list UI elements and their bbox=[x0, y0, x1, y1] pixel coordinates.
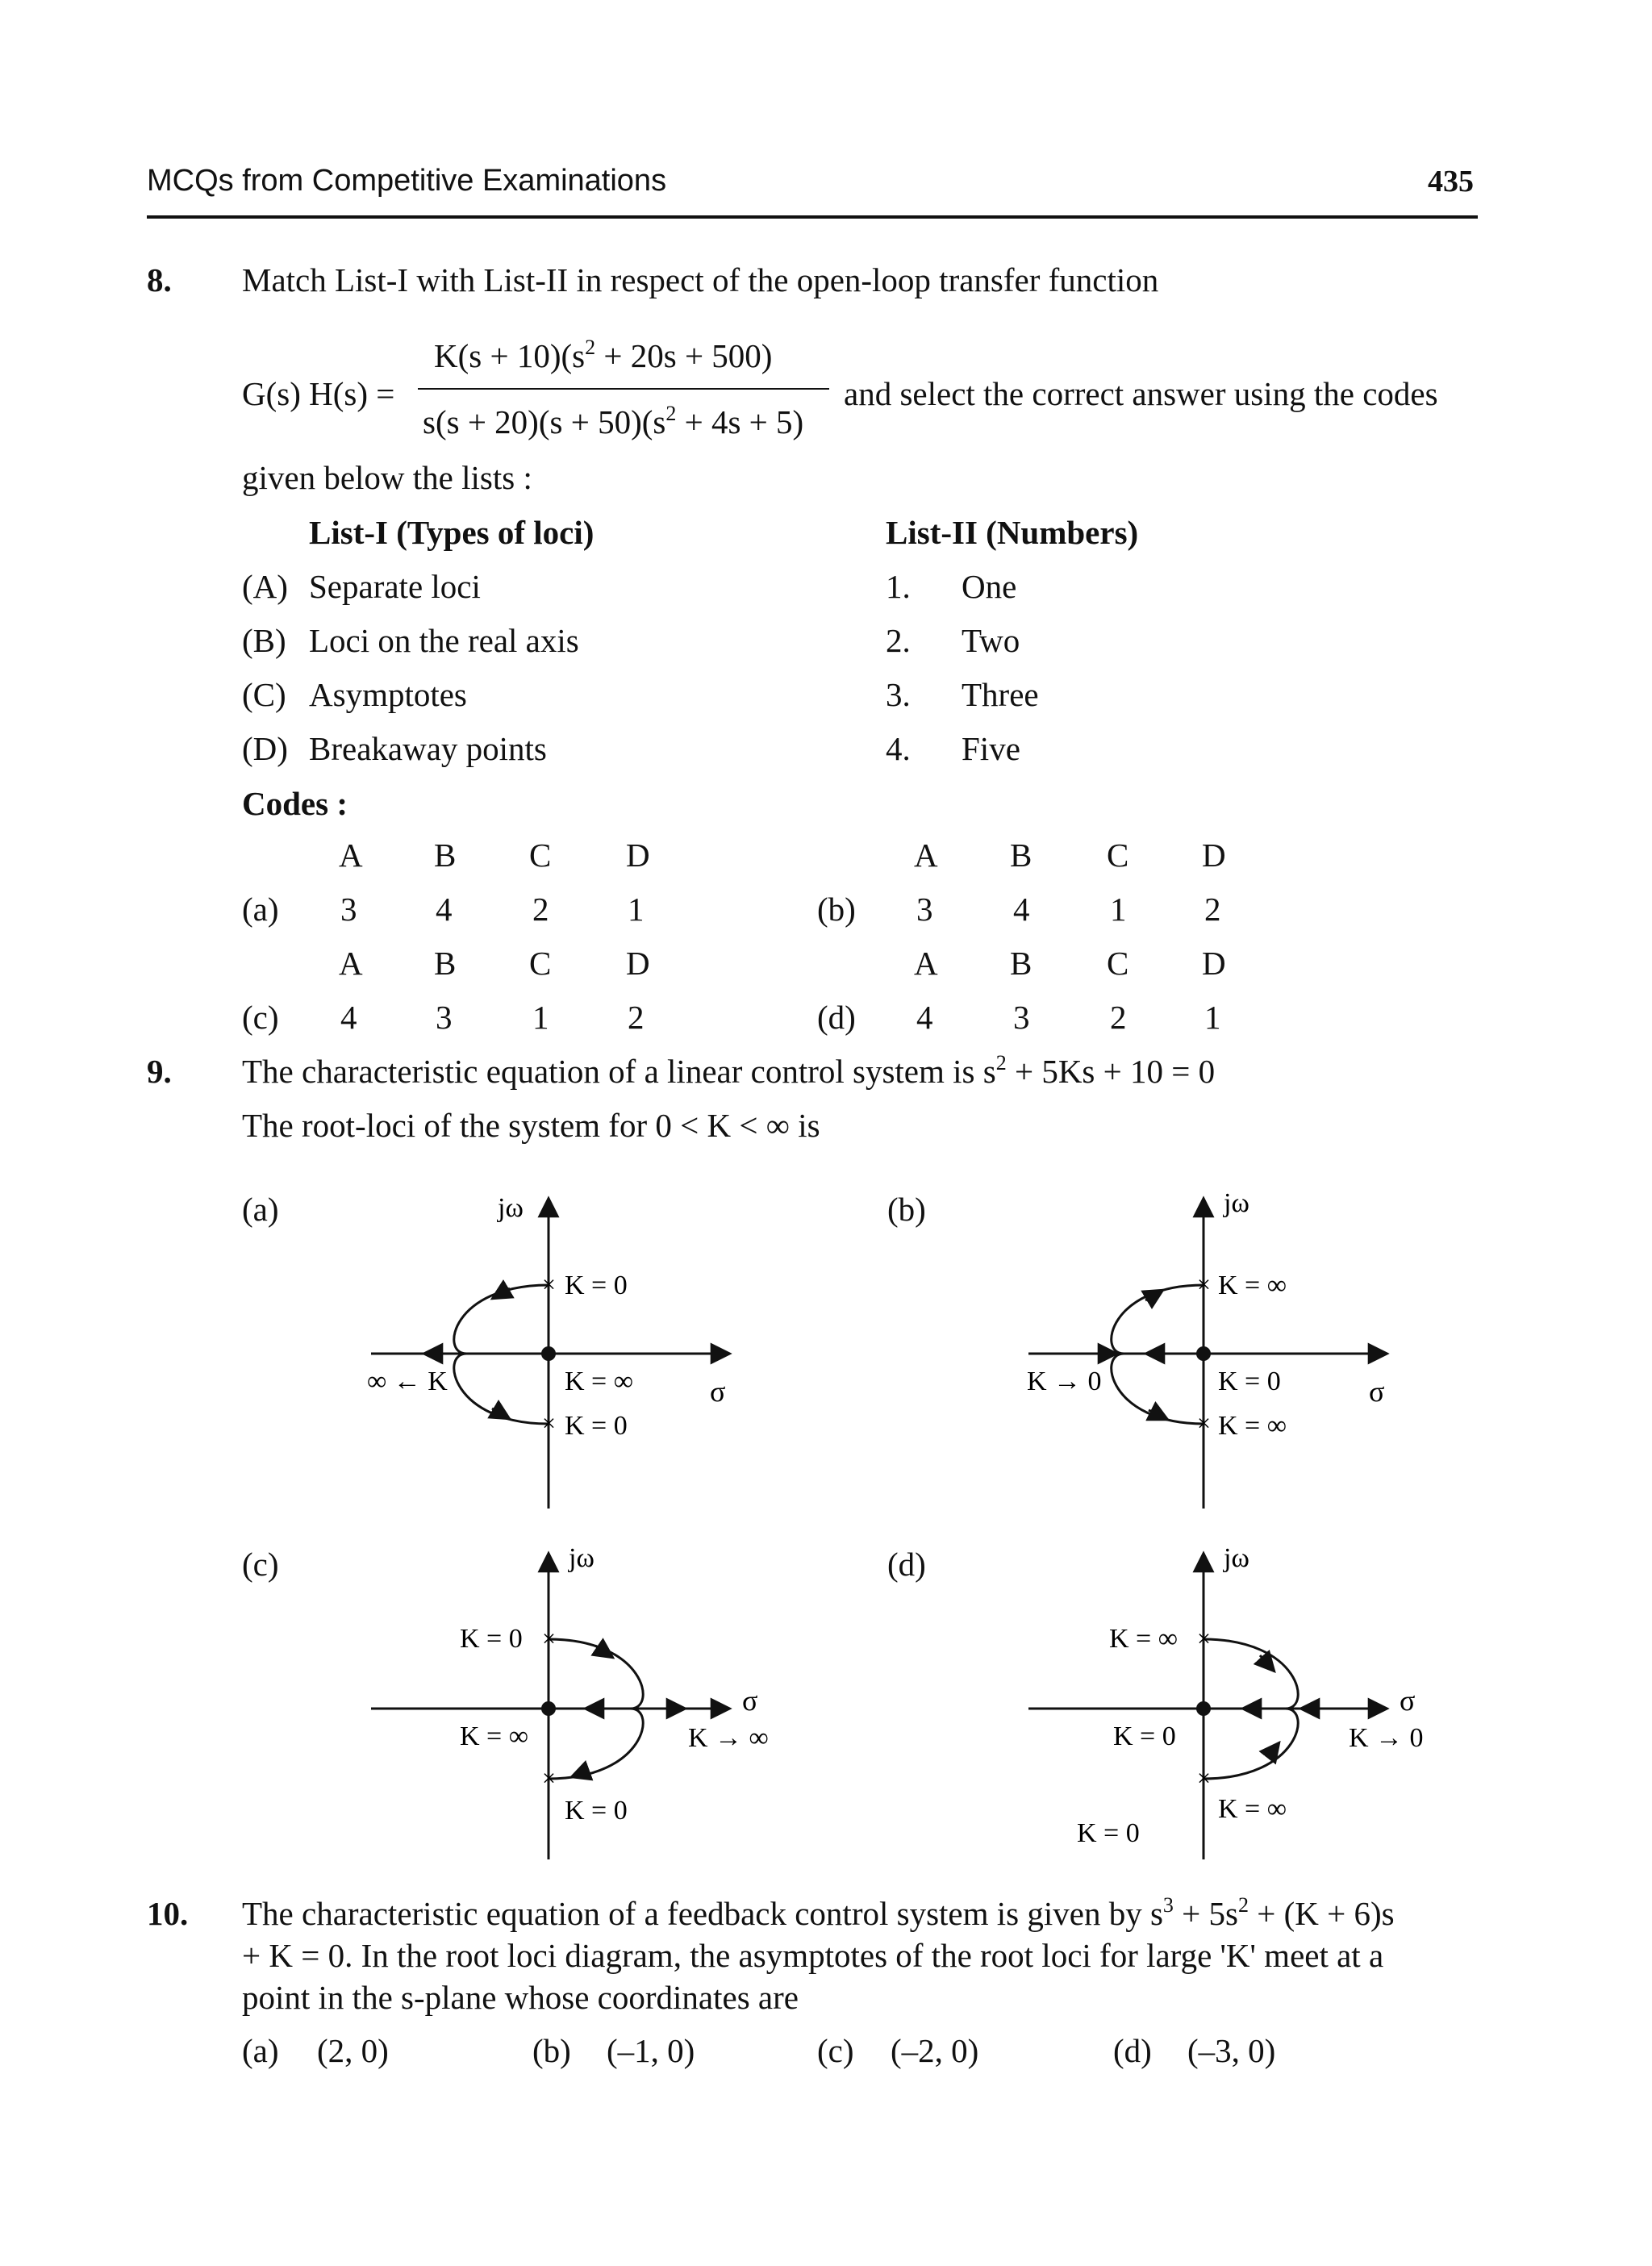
sigma-label: σ bbox=[1400, 1684, 1416, 1717]
code-header: C bbox=[529, 945, 552, 982]
root-locus-diagram-a bbox=[367, 1193, 730, 1509]
sigma-label: σ bbox=[742, 1684, 758, 1717]
k-label-bottom: K = 0 bbox=[565, 1796, 628, 1826]
q10-option-value: (2, 0) bbox=[317, 2032, 389, 2069]
sigma-label: σ bbox=[710, 1375, 726, 1408]
code-header: D bbox=[626, 837, 650, 874]
q10-option-key: (c) bbox=[817, 2032, 854, 2069]
list2-num: 3. bbox=[886, 676, 911, 713]
jw-label: jω bbox=[1224, 1543, 1249, 1573]
code-value: 4 bbox=[916, 999, 933, 1036]
code-value: 2 bbox=[628, 999, 645, 1036]
k-label-top: K = ∞ bbox=[1109, 1624, 1178, 1654]
pole-marker: × bbox=[1197, 1410, 1211, 1437]
list1-key: (B) bbox=[242, 622, 286, 659]
q10-number: 10. bbox=[147, 1895, 189, 1932]
code-value: 4 bbox=[340, 999, 357, 1036]
code-option: (a) bbox=[242, 891, 279, 928]
jw-label: jω bbox=[569, 1543, 594, 1573]
k-label-top: K = ∞ bbox=[1218, 1271, 1287, 1300]
list1-item: Loci on the real axis bbox=[309, 622, 579, 659]
jw-label: jω bbox=[498, 1193, 524, 1223]
locus-arrow bbox=[1260, 1655, 1274, 1671]
zero-dot bbox=[1196, 1346, 1211, 1361]
code-value: 3 bbox=[340, 891, 357, 928]
q8-numerator: $K(s + 10)(s^2 + 20s + 500)$ bbox=[434, 336, 773, 374]
q10-option-value: (–2, 0) bbox=[891, 2032, 979, 2069]
code-header: D bbox=[626, 945, 650, 982]
jw-label: jω bbox=[1224, 1188, 1249, 1218]
q10-option-value: (–3, 0) bbox=[1187, 2032, 1276, 2069]
locus-arrow bbox=[1268, 1742, 1279, 1757]
k-label-left: ∞ ← K bbox=[367, 1367, 448, 1396]
pole-marker: × bbox=[542, 1271, 556, 1298]
list1-item: Asymptotes bbox=[309, 676, 467, 713]
code-header: A bbox=[914, 837, 938, 874]
code-value: 3 bbox=[916, 891, 933, 928]
k-label-right: K → 0 bbox=[1349, 1723, 1424, 1753]
pole-marker: × bbox=[542, 1765, 556, 1792]
list2-item: Three bbox=[962, 676, 1039, 713]
code-option: (b) bbox=[817, 891, 856, 928]
q10-line3: point in the s-plane whose coordinates are bbox=[242, 1979, 799, 2016]
root-locus-diagram-b bbox=[1027, 1188, 1387, 1509]
code-value: 1 bbox=[628, 891, 645, 928]
q9-option-c-label: (c) bbox=[242, 1546, 279, 1583]
code-header: D bbox=[1202, 837, 1226, 874]
list2-item: Five bbox=[962, 730, 1020, 767]
k-label-extra: K = 0 bbox=[1077, 1818, 1140, 1848]
pole-marker: × bbox=[1197, 1765, 1211, 1792]
q9-number: 9. bbox=[147, 1053, 172, 1090]
q9-line1: The characteristic equation of a linear control system is $s^2 + 5Ks + 10 = 0$ bbox=[242, 1051, 1216, 1090]
k-label-origin: K = 0 bbox=[1218, 1367, 1281, 1396]
code-value: 1 bbox=[1110, 891, 1127, 928]
code-value: 1 bbox=[1204, 999, 1221, 1036]
root-locus-diagram-c bbox=[371, 1543, 769, 1859]
k-label-bottom: K = ∞ bbox=[1218, 1411, 1287, 1441]
code-header: B bbox=[434, 837, 457, 874]
q8-intro: Match List-I with List-II in respect of the open-loop transfer function bbox=[242, 261, 1159, 298]
code-option: (d) bbox=[817, 999, 856, 1036]
list1-item: Breakaway points bbox=[309, 730, 547, 767]
list1-key: (C) bbox=[242, 676, 286, 713]
root-locus-diagram-d bbox=[1028, 1543, 1424, 1859]
q10-option-value: (–1, 0) bbox=[607, 2032, 695, 2069]
code-header: D bbox=[1202, 945, 1226, 982]
code-value: 2 bbox=[1204, 891, 1221, 928]
q8-given-below: given below the lists : bbox=[242, 459, 532, 496]
code-header: B bbox=[434, 945, 457, 982]
k-label-origin: K = ∞ bbox=[565, 1367, 633, 1396]
list1-item: Separate loci bbox=[309, 568, 481, 605]
zero-dot bbox=[541, 1701, 556, 1716]
k-label-right: K → ∞ bbox=[688, 1723, 769, 1753]
q8-number: 8. bbox=[147, 261, 172, 298]
code-header: C bbox=[1107, 837, 1129, 874]
code-header: B bbox=[1010, 945, 1032, 982]
k-label-top: K = 0 bbox=[460, 1624, 523, 1654]
k-label-bottom: K = ∞ bbox=[1218, 1794, 1287, 1824]
q10-option-key: (a) bbox=[242, 2032, 279, 2069]
k-label-origin: K = ∞ bbox=[460, 1721, 528, 1751]
zero-dot bbox=[1196, 1701, 1211, 1716]
pole-marker: × bbox=[1197, 1625, 1211, 1652]
q9-option-a-label: (a) bbox=[242, 1191, 279, 1228]
q8-formula-lhs: G(s) H(s) = bbox=[242, 375, 395, 412]
code-value: 1 bbox=[532, 999, 549, 1036]
list1-key: (A) bbox=[242, 568, 288, 605]
code-value: 4 bbox=[1013, 891, 1030, 928]
k-label-bottom: K = 0 bbox=[565, 1411, 628, 1441]
codes-label: Codes : bbox=[242, 785, 348, 822]
code-header: A bbox=[339, 945, 363, 982]
code-header: B bbox=[1010, 837, 1032, 874]
code-value: 2 bbox=[532, 891, 549, 928]
q10-line1: The characteristic equation of a feedback control system is given by $s^3 + 5s^2 + (K + 6)s$ bbox=[242, 1893, 1395, 1932]
code-header: C bbox=[1107, 945, 1129, 982]
list2-num: 1. bbox=[886, 568, 911, 605]
pole-marker: × bbox=[1197, 1271, 1211, 1298]
q8-after-formula: and select the correct answer using the codes bbox=[844, 375, 1438, 412]
q10-line2: + K = 0. In the root loci diagram, the asymptotes of the root loci for large 'K' meet at a bbox=[242, 1937, 1384, 1974]
list2-num: 2. bbox=[886, 622, 911, 659]
page-number: 435 bbox=[1428, 165, 1474, 198]
list1-heading: List-I (Types of loci) bbox=[309, 514, 594, 551]
list2-heading: List-II (Numbers) bbox=[886, 514, 1139, 551]
zero-dot bbox=[541, 1346, 556, 1361]
k-label-origin: K = 0 bbox=[1113, 1721, 1176, 1751]
code-value: 2 bbox=[1110, 999, 1127, 1036]
k-label-top: K = 0 bbox=[565, 1271, 628, 1300]
q8-denominator: $s(s + 20)(s + 50)(s^2 + 4s + 5)$ bbox=[423, 402, 804, 440]
code-value: 4 bbox=[436, 891, 453, 928]
code-header: A bbox=[914, 945, 938, 982]
q9-option-d-label: (d) bbox=[887, 1546, 926, 1583]
q9-line2: The root-loci of the system for 0 < K < ∞ is bbox=[242, 1107, 820, 1144]
running-header-title: MCQs from Competitive Examinations bbox=[147, 164, 667, 198]
q10-option-key: (b) bbox=[532, 2032, 571, 2069]
code-option: (c) bbox=[242, 999, 279, 1036]
list1-key: (D) bbox=[242, 730, 288, 767]
k-label-left: K → 0 bbox=[1027, 1367, 1102, 1396]
code-value: 3 bbox=[436, 999, 453, 1036]
list2-item: One bbox=[962, 568, 1017, 605]
code-header: C bbox=[529, 837, 552, 874]
code-header: A bbox=[339, 837, 363, 874]
sigma-label: σ bbox=[1369, 1375, 1385, 1408]
list2-item: Two bbox=[962, 622, 1020, 659]
pole-marker: × bbox=[542, 1625, 556, 1652]
q10-option-key: (d) bbox=[1113, 2032, 1152, 2069]
q9-option-b-label: (b) bbox=[887, 1191, 926, 1228]
pole-marker: × bbox=[542, 1410, 556, 1437]
list2-num: 4. bbox=[886, 730, 911, 767]
code-value: 3 bbox=[1013, 999, 1030, 1036]
